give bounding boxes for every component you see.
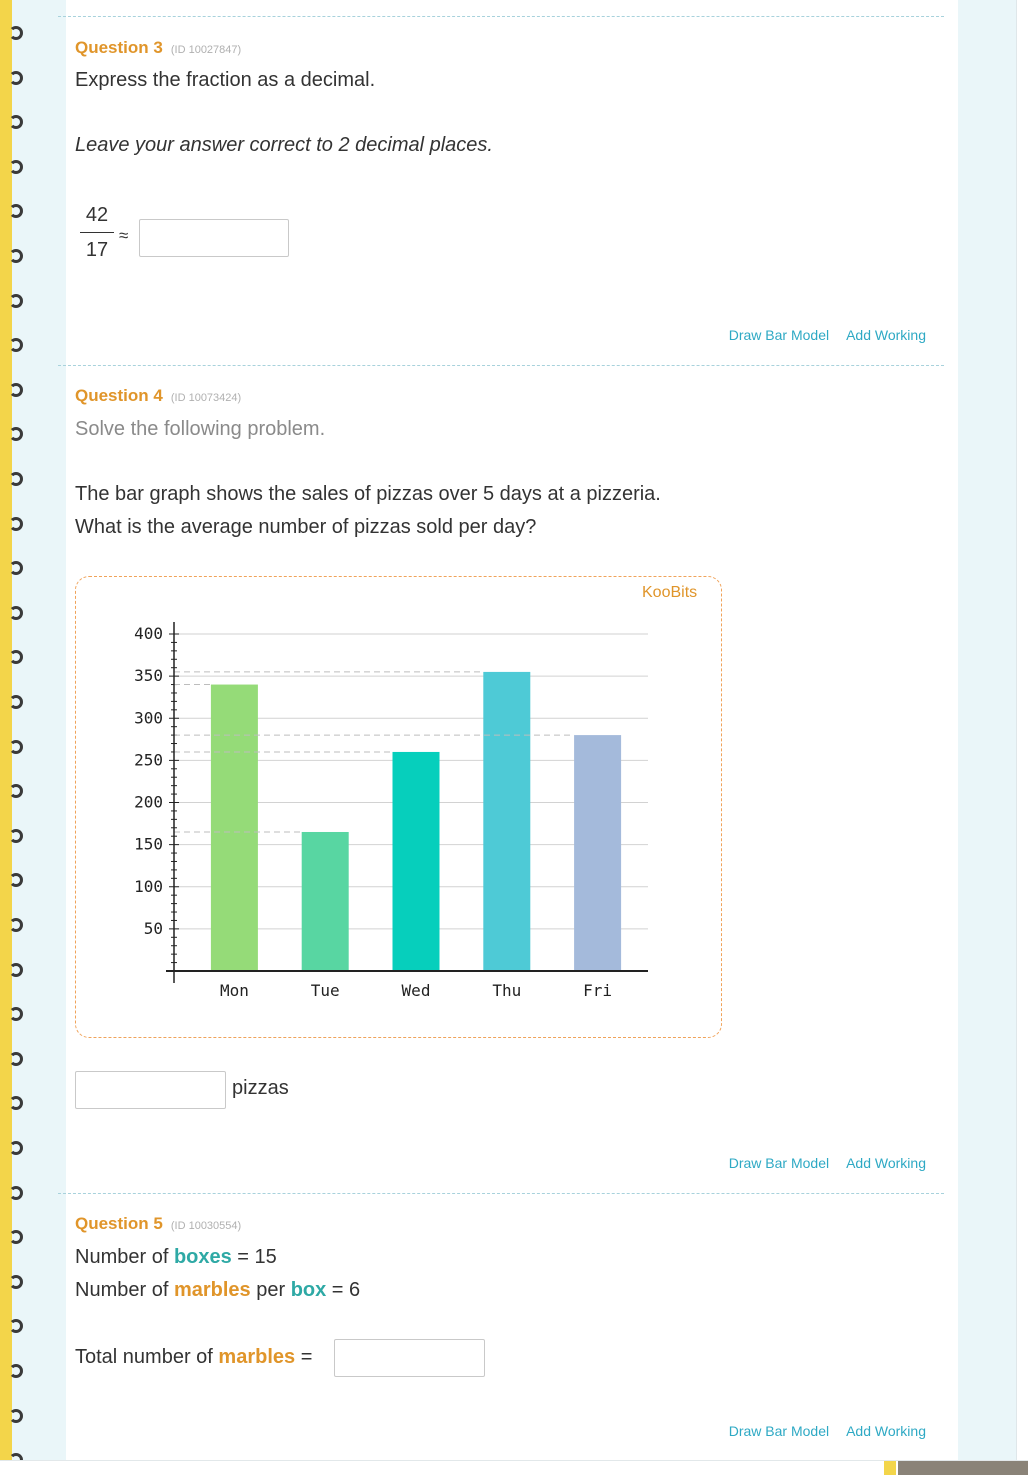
y-tick-label: 400 xyxy=(134,624,163,643)
question-title: Question 3 xyxy=(75,38,163,57)
question-text-line xyxy=(75,1246,277,1269)
binding-ring xyxy=(9,1409,23,1423)
fraction xyxy=(80,202,114,263)
fraction-bar xyxy=(80,232,114,233)
keyword-boxes: boxes xyxy=(173,1246,232,1268)
binding-ring xyxy=(9,249,23,263)
y-tick-label: 300 xyxy=(134,708,163,728)
question-instruction: Leave your answer correct to 2 decimal places. xyxy=(75,134,493,156)
binding-ring xyxy=(9,294,23,308)
binding-ring xyxy=(9,650,23,664)
question-text-line xyxy=(75,1279,360,1302)
binding-ring xyxy=(9,740,23,754)
question-text-line: What is the average number of pizzas sold per day? xyxy=(75,516,537,538)
bar-fri xyxy=(574,735,621,971)
binding-ring xyxy=(9,1364,23,1378)
question-title: Question 4 xyxy=(75,386,163,405)
draw-bar-model-link[interactable]: Draw Bar Model xyxy=(728,1423,830,1439)
text-segment: Number of xyxy=(75,1246,174,1268)
bottom-panel xyxy=(898,1461,1028,1475)
question-divider xyxy=(58,1193,944,1194)
question-prompt: Express the fraction as a decimal. xyxy=(75,69,376,91)
binding-ring xyxy=(9,71,23,85)
brand-label: KooBits xyxy=(642,584,698,601)
keyword-marbles: marbles xyxy=(173,1279,251,1301)
y-tick-label: 150 xyxy=(134,834,163,854)
binding-ring xyxy=(9,1319,23,1333)
binding-ring xyxy=(9,829,23,843)
text-segment: Number of xyxy=(75,1279,174,1301)
binding-ring xyxy=(9,963,23,977)
question-prompt: Solve the following problem. xyxy=(75,418,326,440)
fraction-numerator: 42 xyxy=(85,204,109,226)
binding-ring xyxy=(9,338,23,352)
answer-input-q3[interactable] xyxy=(139,219,289,257)
question-divider xyxy=(58,365,944,366)
binding-ring xyxy=(9,606,23,620)
bar-wed xyxy=(393,752,440,971)
question-id: (ID 10030554) xyxy=(170,1220,242,1232)
answer-unit: pizzas xyxy=(232,1077,289,1099)
y-tick-label: 250 xyxy=(134,750,163,770)
add-working-link[interactable]: Add Working xyxy=(846,1423,926,1439)
y-tick-label: 50 xyxy=(143,918,163,938)
text-segment: = 15 xyxy=(231,1246,277,1268)
binding-ring xyxy=(9,115,23,129)
x-tick-label: Mon xyxy=(219,981,249,1000)
binding-ring xyxy=(9,1096,23,1110)
x-tick-label: Wed xyxy=(401,981,431,1000)
binding-ring xyxy=(9,1052,23,1066)
bar-mon xyxy=(211,685,258,971)
text-segment: = xyxy=(295,1346,313,1368)
y-tick-label: 100 xyxy=(134,876,163,896)
keyword-marbles: marbles xyxy=(218,1346,296,1368)
binding-ring xyxy=(9,1141,23,1155)
question-title: Question 5 xyxy=(75,1214,163,1233)
notebook-binding xyxy=(0,0,22,1475)
approx-symbol: ≈ xyxy=(119,226,129,245)
draw-bar-model-link[interactable]: Draw Bar Model xyxy=(728,327,830,343)
binding-ring xyxy=(9,561,23,575)
text-segment: per xyxy=(250,1279,291,1301)
add-working-link[interactable]: Add Working xyxy=(846,327,926,343)
draw-bar-model-link[interactable]: Draw Bar Model xyxy=(728,1155,830,1171)
binding-ring xyxy=(9,918,23,932)
binding-ring xyxy=(9,26,23,40)
text-segment: Total number of xyxy=(75,1346,219,1368)
y-tick-label: 200 xyxy=(134,792,163,812)
question-id: (ID 10073424) xyxy=(170,392,242,404)
question-text-line: The bar graph shows the sales of pizzas over 5 days at a pizzeria. xyxy=(75,483,661,505)
binding-ring xyxy=(9,472,23,486)
keyword-box: box xyxy=(290,1279,327,1301)
y-tick-label: 350 xyxy=(134,666,163,686)
question-id: (ID 10027847) xyxy=(170,44,242,56)
bottom-marker xyxy=(884,1461,896,1475)
answer-input-q5[interactable] xyxy=(334,1339,485,1377)
binding-ring xyxy=(9,1275,23,1289)
question-3-tools xyxy=(729,327,926,343)
x-tick-label: Fri xyxy=(583,981,613,1000)
binding-ring xyxy=(9,695,23,709)
binding-ring xyxy=(9,1007,23,1021)
question-5-header xyxy=(75,1214,241,1234)
question-text-line xyxy=(75,1346,312,1369)
add-working-link[interactable]: Add Working xyxy=(846,1155,926,1171)
question-4-tools xyxy=(729,1155,926,1171)
question-4-header xyxy=(75,386,241,406)
binding-ring xyxy=(9,160,23,174)
binding-ring xyxy=(9,517,23,531)
bar-thu xyxy=(483,672,530,971)
binding-ring xyxy=(9,427,23,441)
x-tick-label: Tue xyxy=(310,981,340,1000)
binding-ring xyxy=(9,204,23,218)
binding-ring xyxy=(9,1230,23,1244)
bar-chart xyxy=(75,576,722,1038)
x-tick-label: Thu xyxy=(492,981,522,1000)
binding-ring xyxy=(9,383,23,397)
binding-ring xyxy=(9,784,23,798)
fraction-denominator: 17 xyxy=(85,239,109,261)
binding-ring xyxy=(9,1186,23,1200)
binding-strip xyxy=(0,0,12,1475)
question-3-header xyxy=(75,38,241,58)
bar-tue xyxy=(302,832,349,971)
answer-input-q4[interactable] xyxy=(75,1071,226,1109)
question-divider xyxy=(58,16,944,17)
text-segment: = 6 xyxy=(326,1279,361,1301)
page-edge xyxy=(1016,0,1028,1475)
bottom-bar xyxy=(0,1460,1028,1475)
question-5-tools xyxy=(729,1423,926,1439)
binding-ring xyxy=(9,873,23,887)
